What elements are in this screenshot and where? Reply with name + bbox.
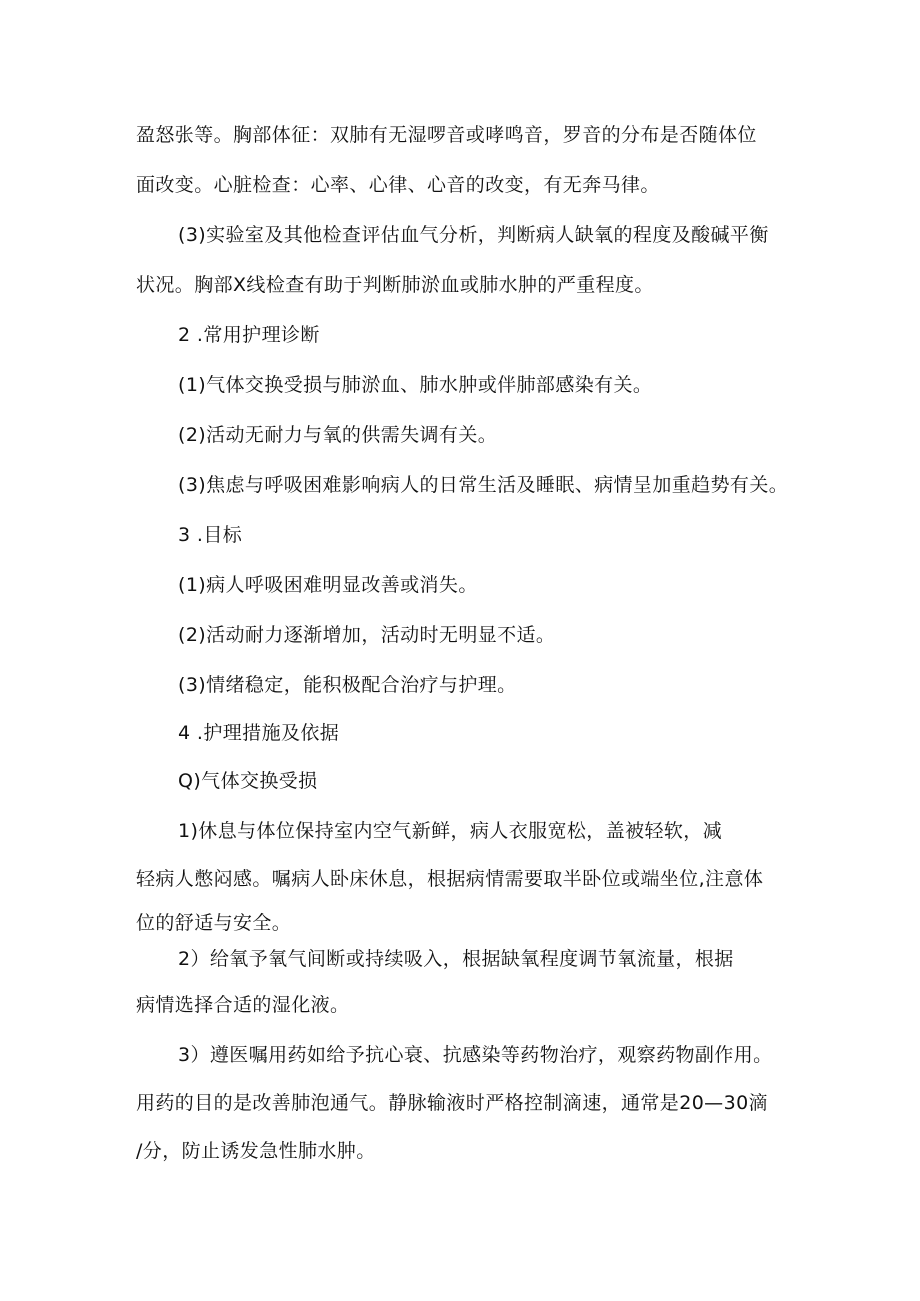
text-line: 用药的目的是改善肺泡通气。静脉输液时严格控制滴速，通常是20—30滴 xyxy=(136,1092,768,1114)
text-line: 1)休息与体位保持室内空气新鲜，病人衣服宽松，盖被轻软，减 xyxy=(178,820,723,842)
text-line: (2)活动耐力逐渐增加，活动时无明显不适。 xyxy=(178,624,556,646)
text-line: 面改变。心脏检查：心率、心律、心音的改变，有无奔马律。 xyxy=(136,174,660,196)
text-line: 状况。胸部X线检查有助于判断肺淤血或肺水肿的严重程度。 xyxy=(136,274,654,296)
text-line: 轻病人憋闷感。嘱病人卧床休息，根据病情需要取半卧位或端坐位,注意体 xyxy=(136,868,764,890)
text-line: 2）给氧予氧气间断或持续吸入，根据缺氧程度调节氧流量，根据 xyxy=(178,948,734,970)
text-line: (1)气体交换受损与肺淤血、肺水肿或伴肺部感染有关。 xyxy=(178,374,653,396)
sub-heading: Q)气体交换受损 xyxy=(178,770,318,792)
text-line: (2)活动无耐力与氧的供需失调有关。 xyxy=(178,424,498,446)
text-line: 病情选择合适的湿化液。 xyxy=(136,994,350,1016)
text-line: /分，防止诱发急性肺水肿。 xyxy=(136,1140,376,1162)
text-line: 盈怒张等。胸部体征：双肺有无湿啰音或哮鸣音，罗音的分布是否随体位 xyxy=(136,124,757,146)
text-line: (3)情绪稳定，能积极配合治疗与护理。 xyxy=(178,674,517,696)
section-heading: 2 .常用护理诊断 xyxy=(178,324,320,346)
section-heading: 4 .护理措施及依据 xyxy=(178,722,340,744)
text-line: (3)焦虑与呼吸困难影响病人的日常生活及睡眠、病情呈加重趋势有关。 xyxy=(178,474,789,496)
text-line: 位的舒适与安全。 xyxy=(136,912,292,934)
text-line: (3)实验室及其他检查评估血气分析，判断病人缺氧的程度及酸碱平衡 xyxy=(178,224,769,246)
text-line: (1)病人呼吸困难明显改善或消失。 xyxy=(178,574,478,596)
section-heading: 3 .目标 xyxy=(178,524,243,546)
text-line: 3）遵医嘱用药如给予抗心衰、抗感染等药物治疗，观察药物副作用。 xyxy=(178,1044,773,1066)
